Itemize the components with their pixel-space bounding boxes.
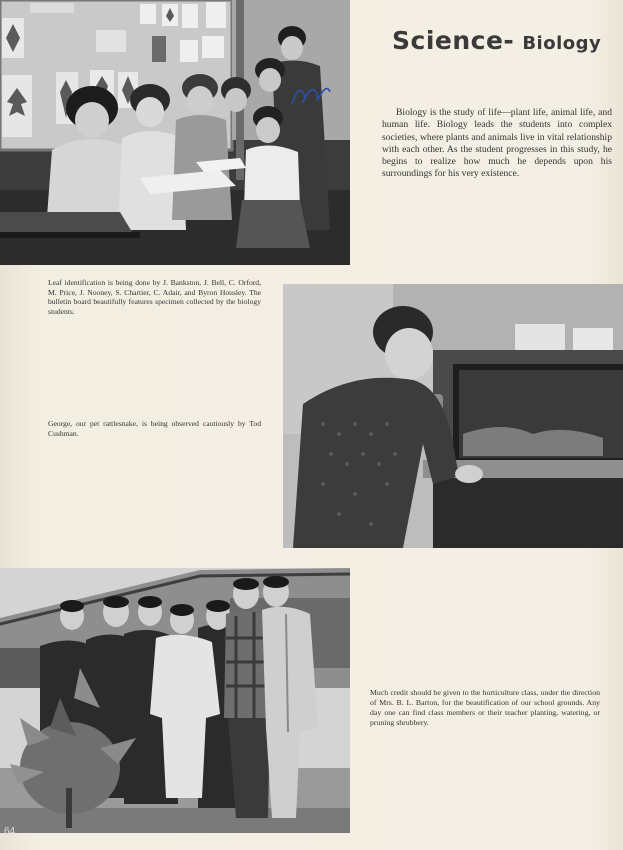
title-sub: Biology (522, 33, 602, 54)
horticulture-photo (0, 568, 350, 833)
rattlesnake-photo (283, 284, 623, 548)
caption-leaf-identification: Leaf identification is being done by J. Bankston, J. Bell, C. Orford, M. Price, J. Nooney, S. Chartier, C. Adair, and Byron Housley. The bulletin board beautifully features specimen collected by the biology students. (48, 278, 261, 316)
page-title (392, 26, 601, 55)
caption-horticulture: Much credit should be given to the horticulture class, under the direction of Mrs. B. L. Barton, for the beautification of our school grounds. Any day one can find class members or their teacher planting, watering, or pruning shrubbery. (370, 688, 600, 727)
caption-rattlesnake: George, our pet rattlesnake, is being observed cautiously by Tod Cushman. (48, 419, 261, 438)
intro-paragraph: Biology is the study of life—plant life, animal life, and human life. Biology leads the students into complex societies, where plants and animals live in vital relationship with each other. As the student progresses in this study, he begins to realize how much he depends upon his surroundings for his very existence. (382, 107, 612, 180)
title-main: Science- (392, 26, 515, 55)
classroom-photo (0, 0, 350, 265)
page-number: 64 (4, 826, 16, 837)
